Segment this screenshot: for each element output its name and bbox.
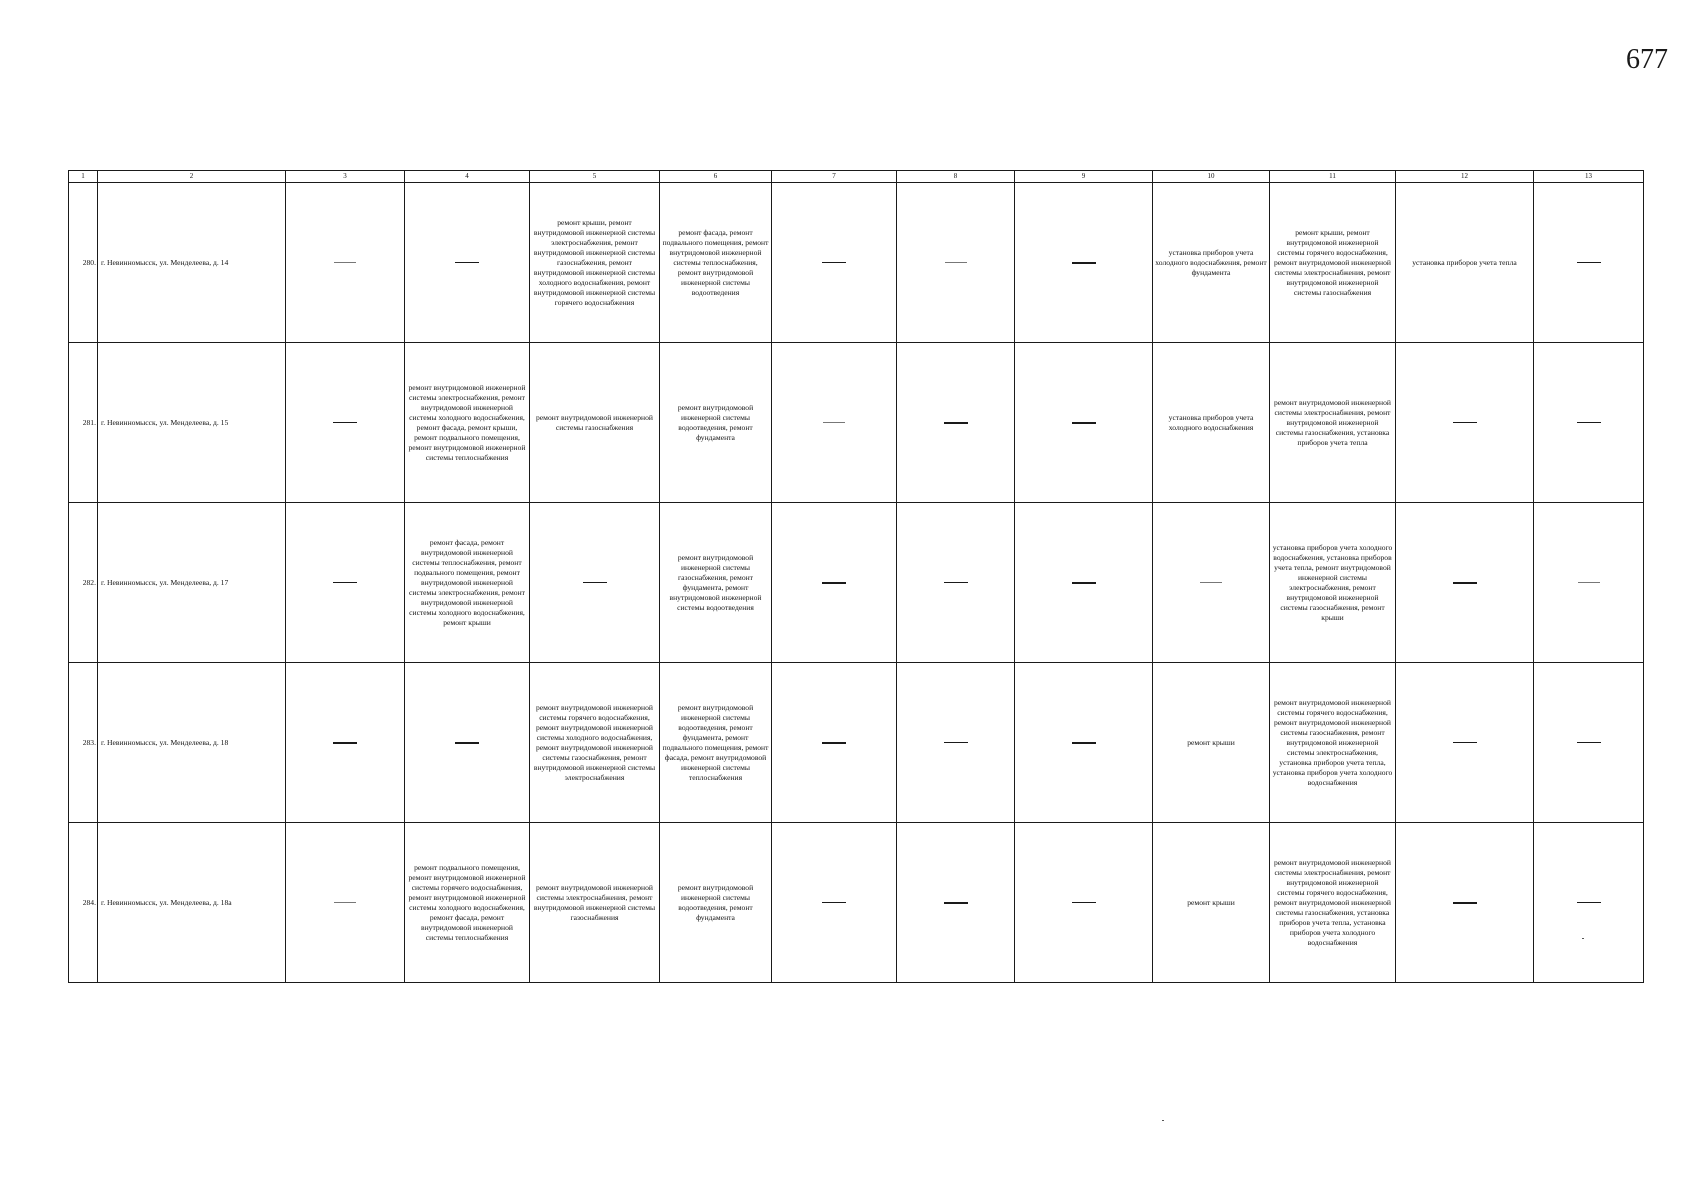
cell-col11: ремонт внутридомовой инженерной системы электроснабжения, ремонт внутридомовой инженерной системы горячего водоснабжения, ремонт внутридомовой инженерной системы газоснабжения, установка приборов учета тепла, установка приборов учета холодного водоснабжения xyxy=(1270,823,1396,983)
cell-col9 xyxy=(1015,503,1153,663)
table-row xyxy=(69,663,1644,823)
cell-col5: ремонт внутридомовой инженерной системы газоснабжения xyxy=(530,343,660,503)
table-row xyxy=(69,343,1644,503)
empty-dash xyxy=(1453,902,1477,904)
empty-dash xyxy=(334,902,356,903)
cell-col9 xyxy=(1015,663,1153,823)
column-number-1: 1 xyxy=(69,171,98,183)
cell-col3 xyxy=(286,503,405,663)
page-number: 677 xyxy=(1626,44,1668,75)
empty-dash xyxy=(944,582,968,583)
cell-col10: ремонт крыши xyxy=(1153,663,1270,823)
empty-dash xyxy=(944,902,968,904)
column-number-7: 7 xyxy=(772,171,897,183)
row-address: г. Невинномысск, ул. Менделеева, д. 17 xyxy=(98,503,286,663)
row-number: 282. xyxy=(69,503,98,663)
column-number-4: 4 xyxy=(405,171,530,183)
empty-dash xyxy=(822,262,846,263)
empty-dash xyxy=(1577,262,1601,263)
empty-dash xyxy=(944,742,968,743)
cell-col6: ремонт фасада, ремонт подвального помещения, ремонт внутридомовой инженерной системы теплоснабжения, ремонт внутридомовой инженерной системы водоотведения xyxy=(660,183,772,343)
cell-col8 xyxy=(897,823,1015,983)
cell-col8 xyxy=(897,183,1015,343)
cell-col3 xyxy=(286,183,405,343)
empty-dash xyxy=(333,742,357,744)
cell-col4 xyxy=(405,183,530,343)
empty-dash xyxy=(1453,422,1477,423)
column-number-8: 8 xyxy=(897,171,1015,183)
column-number-13: 13 xyxy=(1534,171,1644,183)
empty-dash xyxy=(1577,902,1601,903)
empty-dash xyxy=(1072,422,1096,424)
column-number-11: 11 xyxy=(1270,171,1396,183)
row-number: 280. xyxy=(69,183,98,343)
empty-dash xyxy=(333,582,357,583)
scan-speck xyxy=(1582,938,1584,939)
cell-col8 xyxy=(897,663,1015,823)
empty-dash xyxy=(1072,582,1096,584)
empty-dash xyxy=(455,742,479,744)
cell-col6: ремонт внутридомовой инженерной системы водоотведения, ремонт фундамента xyxy=(660,343,772,503)
column-number-12: 12 xyxy=(1396,171,1534,183)
empty-dash xyxy=(1200,582,1222,583)
cell-col11: ремонт крыши, ремонт внутридомовой инженерной системы горячего водоснабжения, ремонт внутридомовой инженерной системы электроснабжения, ремонт внутридомовой инженерной системы газоснабжения xyxy=(1270,183,1396,343)
cell-col13 xyxy=(1534,343,1644,503)
column-number-3: 3 xyxy=(286,171,405,183)
empty-dash xyxy=(944,422,968,424)
cell-col8 xyxy=(897,343,1015,503)
column-number-6: 6 xyxy=(660,171,772,183)
cell-col13 xyxy=(1534,823,1644,983)
empty-dash xyxy=(945,262,967,263)
row-number: 284. xyxy=(69,823,98,983)
column-number-2: 2 xyxy=(98,171,286,183)
table-row xyxy=(69,823,1644,983)
column-number-10: 10 xyxy=(1153,171,1270,183)
empty-dash xyxy=(822,742,846,744)
cell-col10: установка приборов учета холодного водоснабжения, ремонт фундамента xyxy=(1153,183,1270,343)
cell-col4: ремонт подвального помещения, ремонт внутридомовой инженерной системы горячего водоснабжения, ремонт внутридомовой инженерной системы холодного водоснабжения, ремонт фасада, ремонт внутридомовой инженерной системы теплоснабжения xyxy=(405,823,530,983)
empty-dash xyxy=(823,422,845,423)
empty-dash xyxy=(1453,742,1477,743)
cell-col6: ремонт внутридомовой инженерной системы газоснабжения, ремонт фундамента, ремонт внутридомовой инженерной системы водоотведения xyxy=(660,503,772,663)
column-number-row xyxy=(69,171,1644,183)
cell-col12 xyxy=(1396,503,1534,663)
cell-col10: ремонт крыши xyxy=(1153,823,1270,983)
cell-col8 xyxy=(897,503,1015,663)
row-address: г. Невинномысск, ул. Менделеева, д. 15 xyxy=(98,343,286,503)
cell-col12 xyxy=(1396,663,1534,823)
row-number: 283. xyxy=(69,663,98,823)
cell-col5: ремонт внутридомовой инженерной системы электроснабжения, ремонт внутридомовой инженерной системы газоснабжения xyxy=(530,823,660,983)
cell-col13 xyxy=(1534,183,1644,343)
column-number-9: 9 xyxy=(1015,171,1153,183)
cell-col7 xyxy=(772,343,897,503)
table-row xyxy=(69,503,1644,663)
cell-col6: ремонт внутридомовой инженерной системы водоотведения, ремонт фундамента, ремонт подвального помещения, ремонт фасада, ремонт внутридомовой инженерной системы теплоснабжения xyxy=(660,663,772,823)
cell-col10: установка приборов учета холодного водоснабжения xyxy=(1153,343,1270,503)
cell-col11: ремонт внутридомовой инженерной системы электроснабжения, ремонт внутридомовой инженерной системы газоснабжения, установка приборов учета тепла xyxy=(1270,343,1396,503)
row-number: 281. xyxy=(69,343,98,503)
empty-dash xyxy=(1577,742,1601,743)
cell-col11: установка приборов учета холодного водоснабжения, установка приборов учета тепла, ремонт внутридомовой инженерной системы электроснабжения, ремонт внутридомовой инженерной системы газоснабжения, ремонт крыши xyxy=(1270,503,1396,663)
empty-dash xyxy=(1072,902,1096,903)
empty-dash xyxy=(1578,582,1600,583)
row-address: г. Невинномысск, ул. Менделеева, д. 18а xyxy=(98,823,286,983)
cell-col9 xyxy=(1015,823,1153,983)
empty-dash xyxy=(334,262,356,263)
scan-speck xyxy=(1162,1120,1164,1121)
row-address: г. Невинномысск, ул. Менделеева, д. 14 xyxy=(98,183,286,343)
repair-schedule-table xyxy=(68,170,1644,983)
cell-col4 xyxy=(405,663,530,823)
cell-col12 xyxy=(1396,343,1534,503)
cell-col12 xyxy=(1396,823,1534,983)
cell-col5 xyxy=(530,503,660,663)
cell-col13 xyxy=(1534,503,1644,663)
column-number-5: 5 xyxy=(530,171,660,183)
cell-col3 xyxy=(286,663,405,823)
cell-col7 xyxy=(772,663,897,823)
empty-dash xyxy=(333,422,357,423)
cell-col9 xyxy=(1015,183,1153,343)
cell-col11: ремонт внутридомовой инженерной системы горячего водоснабжения, ремонт внутридомовой инженерной системы газоснабжения, ремонт внутридомовой инженерной системы электроснабжения, установка приборов учета тепла, установка приборов учета холодного водоснабжения xyxy=(1270,663,1396,823)
cell-col6: ремонт внутридомовой инженерной системы водоотведения, ремонт фундамента xyxy=(660,823,772,983)
cell-col5: ремонт внутридомовой инженерной системы горячего водоснабжения, ремонт внутридомовой инженерной системы холодного водоснабжения, ремонт внутридомовой инженерной системы газоснабжения, ремонт внутридомовой инженерной системы электроснабжения xyxy=(530,663,660,823)
cell-col12: установка приборов учета тепла xyxy=(1396,183,1534,343)
cell-col3 xyxy=(286,823,405,983)
empty-dash xyxy=(583,582,607,583)
cell-col4: ремонт внутридомовой инженерной системы электроснабжения, ремонт внутридомовой инженерной системы холодного водоснабжения, ремонт фасада, ремонт крыши, ремонт подвального помещения, ремонт внутридомовой инженерной системы теплоснабжения xyxy=(405,343,530,503)
cell-col13 xyxy=(1534,663,1644,823)
cell-col7 xyxy=(772,823,897,983)
empty-dash xyxy=(822,582,846,584)
table-row xyxy=(69,183,1644,343)
cell-col4: ремонт фасада, ремонт внутридомовой инженерной системы теплоснабжения, ремонт подвального помещения, ремонт внутридомовой инженерной системы электроснабжения, ремонт внутридомовой инженерной системы холодного водоснабжения, ремонт крыши xyxy=(405,503,530,663)
empty-dash xyxy=(822,902,846,903)
cell-col10 xyxy=(1153,503,1270,663)
cell-col3 xyxy=(286,343,405,503)
row-address: г. Невинномысск, ул. Менделеева, д. 18 xyxy=(98,663,286,823)
cell-col9 xyxy=(1015,343,1153,503)
empty-dash xyxy=(1072,742,1096,744)
cell-col7 xyxy=(772,503,897,663)
empty-dash xyxy=(1577,422,1601,423)
cell-col7 xyxy=(772,183,897,343)
empty-dash xyxy=(1453,582,1477,584)
empty-dash xyxy=(1072,262,1096,264)
cell-col5: ремонт крыши, ремонт внутридомовой инженерной системы электроснабжения, ремонт внутридомовой инженерной системы газоснабжения, ремонт внутридомовой инженерной системы холодного водоснабжения, ремонт внутридомовой инженерной системы горячего водоснабжения xyxy=(530,183,660,343)
empty-dash xyxy=(455,262,479,263)
